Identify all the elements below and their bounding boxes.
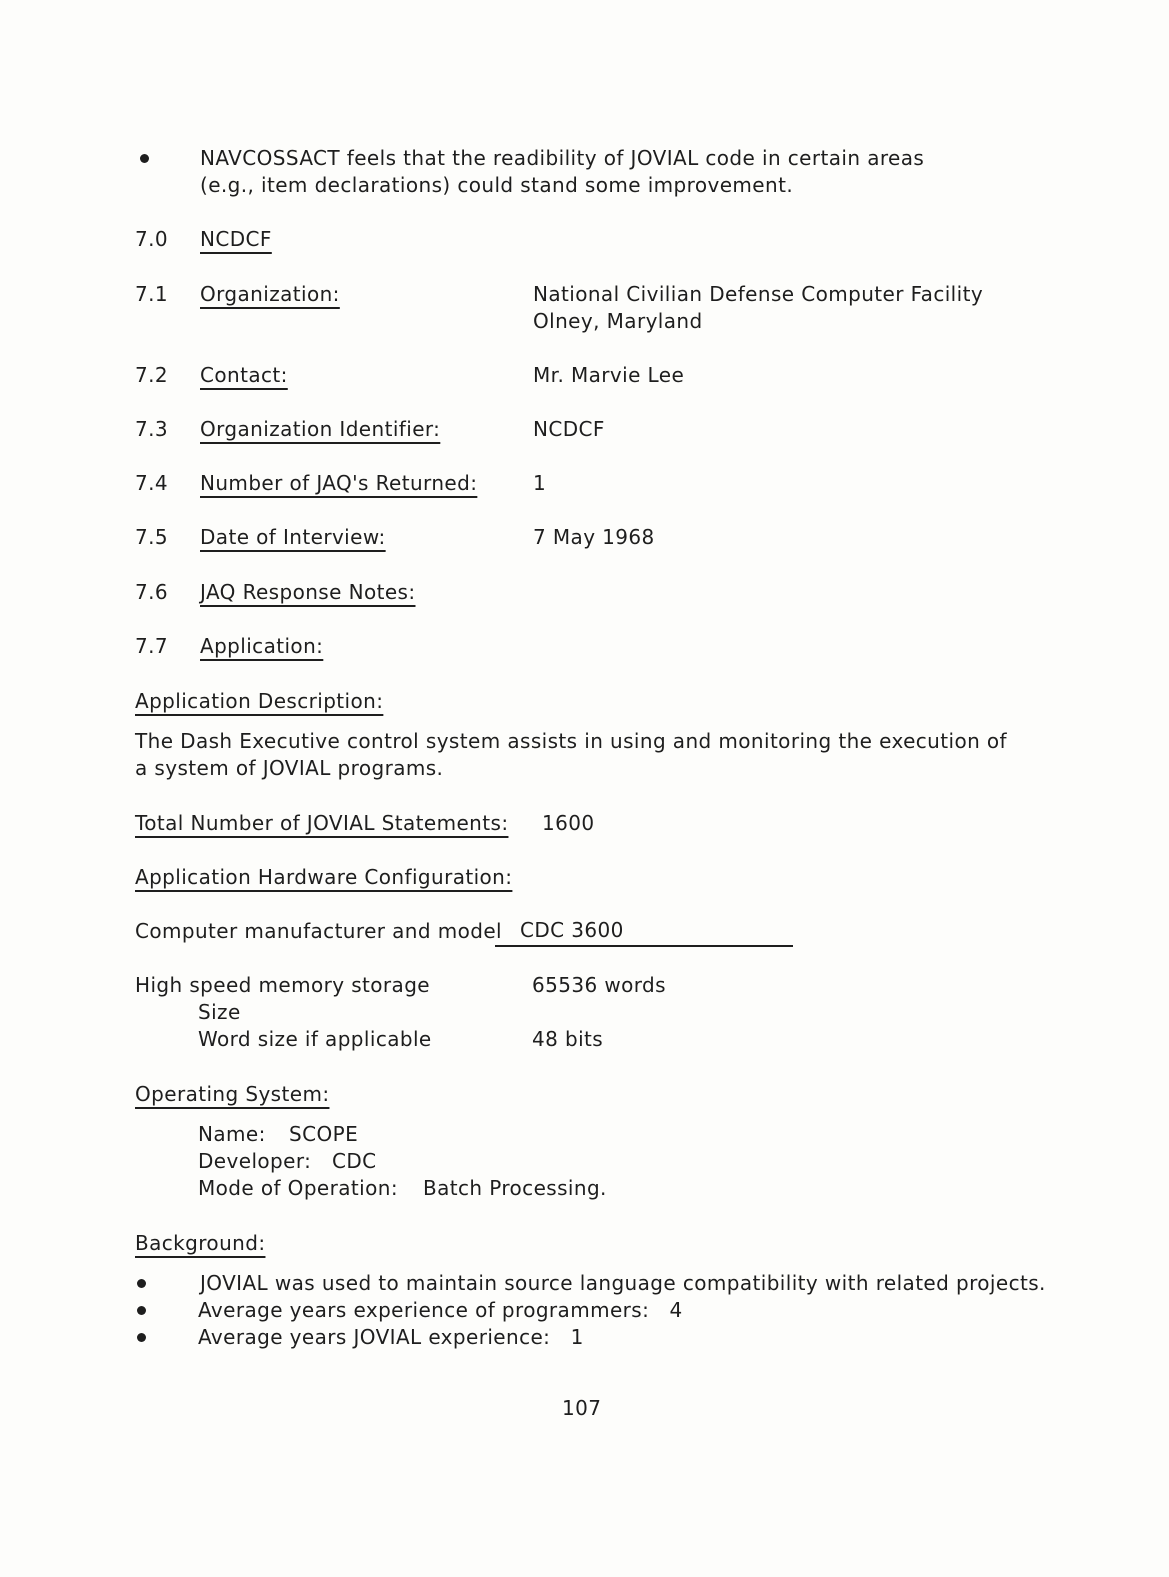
- field-label-jaqs-returned: Number of JAQ's Returned:: [200, 471, 478, 495]
- field-number-7-6: 7.6: [135, 580, 169, 604]
- page-number: 107: [562, 1396, 602, 1420]
- background-item: Average years JOVIAL experience: 1: [198, 1325, 584, 1349]
- bullet-icon: [137, 1306, 146, 1315]
- word-size-value: 48 bits: [532, 1027, 604, 1051]
- hardware-configuration-heading: Application Hardware Configuration:: [135, 865, 513, 889]
- operating-system-heading: Operating System:: [135, 1082, 330, 1106]
- background-item: Average years experience of programmers: 4: [198, 1298, 683, 1322]
- field-value-contact: Mr. Marvie Lee: [533, 363, 685, 387]
- memory-storage-label-line-2: Size: [198, 1000, 241, 1024]
- total-statements-value: 1600: [542, 811, 595, 835]
- os-developer-label: Developer:: [198, 1149, 312, 1173]
- word-size-label: Word size if applicable: [198, 1027, 432, 1051]
- computer-model-underline: [495, 945, 793, 947]
- application-description-heading: Application Description:: [135, 689, 384, 713]
- field-number-7-7: 7.7: [135, 634, 169, 658]
- field-number-7-2: 7.2: [135, 363, 169, 387]
- os-name-label: Name:: [198, 1122, 266, 1146]
- field-value-organization-line-1: National Civilian Defense Computer Facility: [533, 282, 984, 306]
- field-number-7-3: 7.3: [135, 417, 169, 441]
- os-mode-value: Batch Processing.: [423, 1176, 607, 1200]
- os-name-value: SCOPE: [289, 1122, 359, 1146]
- os-developer-value: CDC: [332, 1149, 377, 1173]
- field-value-organization-identifier: NCDCF: [533, 417, 605, 441]
- field-label-organization-identifier: Organization Identifier:: [200, 417, 441, 441]
- bullet-icon: [137, 1333, 146, 1342]
- total-statements-label: Total Number of JOVIAL Statements:: [135, 811, 509, 835]
- os-mode-label: Mode of Operation:: [198, 1176, 398, 1200]
- bullet-icon: [140, 154, 149, 163]
- field-label-application: Application:: [200, 634, 324, 658]
- field-label-jaq-response-notes: JAQ Response Notes:: [200, 580, 416, 604]
- field-label-date-of-interview: Date of Interview:: [200, 525, 386, 549]
- background-item: JOVIAL was used to maintain source language compatibility with related projects.: [200, 1271, 1046, 1295]
- bullet-icon: [137, 1279, 146, 1288]
- computer-model-value: CDC 3600: [520, 918, 624, 942]
- field-value-organization-line-2: Olney, Maryland: [533, 309, 703, 333]
- field-label-contact: Contact:: [200, 363, 288, 387]
- field-number-7-1: 7.1: [135, 282, 169, 306]
- memory-storage-label-line-1: High speed memory storage: [135, 973, 430, 997]
- application-description-line-2: a system of JOVIAL programs.: [135, 756, 444, 780]
- intro-bullet-line-1: NAVCOSSACT feels that the readibility of JOVIAL code in certain areas: [200, 146, 925, 170]
- field-value-date-of-interview: 7 May 1968: [533, 525, 655, 549]
- intro-bullet-line-2: (e.g., item declarations) could stand some improvement.: [200, 173, 794, 197]
- background-heading: Background:: [135, 1231, 266, 1255]
- section-number: 7.0: [135, 227, 169, 251]
- application-description-line-1: The Dash Executive control system assists in using and monitoring the execution of: [135, 729, 1007, 753]
- field-number-7-4: 7.4: [135, 471, 169, 495]
- section-title: NCDCF: [200, 227, 272, 251]
- computer-model-label: Computer manufacturer and model: [135, 919, 503, 943]
- field-label-organization: Organization:: [200, 282, 340, 306]
- field-number-7-5: 7.5: [135, 525, 169, 549]
- memory-storage-value: 65536 words: [532, 973, 666, 997]
- field-value-jaqs-returned: 1: [533, 471, 547, 495]
